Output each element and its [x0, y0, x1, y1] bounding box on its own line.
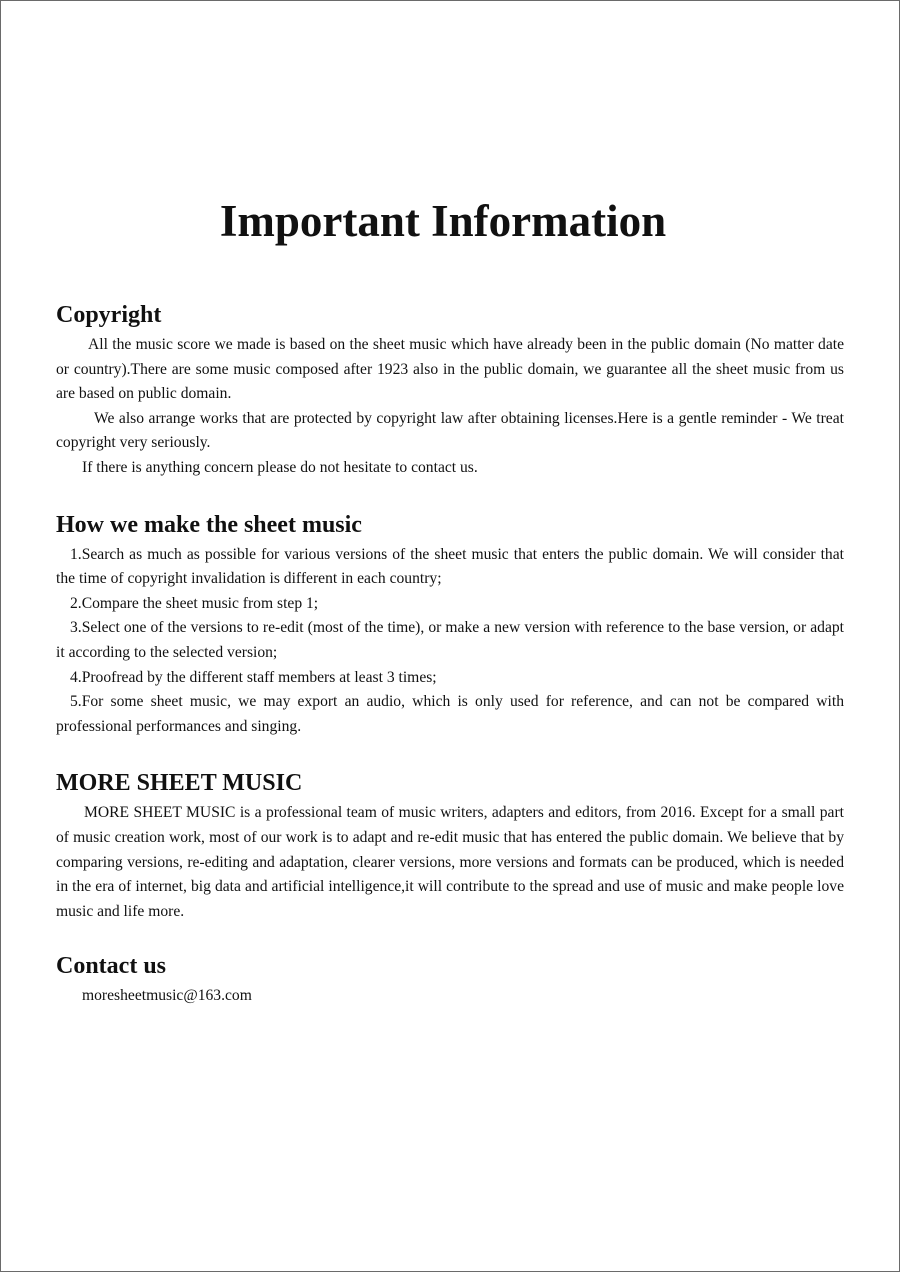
copyright-paragraph: All the music score we made is based on the sheet music which have already been in the public domain (No matter date or country).There are some music composed after 1923 also in the public domain, we guarantee all the sheet music from us are based on public domain. — [56, 336, 844, 403]
step-item: 1.Search as much as possible for various versions of the sheet music that enters the public domain. We will consider that the time of copyright invalidation is different in each country; — [56, 545, 844, 588]
page-title: Important Information — [219, 196, 667, 246]
section-heading-how-we-make: How we make the sheet music — [56, 511, 362, 538]
step-item: 2.Compare the sheet music from step 1; — [70, 594, 319, 612]
section-heading-copyright: Copyright — [56, 302, 162, 328]
section-copyright — [56, 299, 844, 481]
step-item: 5.For some sheet music, we may export an audio, which is only used for reference, and can not be compared with professional performances and singing. — [56, 693, 844, 735]
section-heading-contact-us: Contact us — [56, 953, 167, 980]
copyright-paragraph: We also arrange works that are protected by copyright law after obtaining licenses.Here is a gentle reminder - We treat copyright very seriously. — [56, 409, 844, 452]
contact-email: moresheetmusic@163.com — [82, 987, 252, 1005]
document-body — [56, 299, 844, 1009]
step-item: 3.Select one of the versions to re-edit (most of the time), or make a new version with reference to the base version, or adapt it according to the selected version; — [56, 619, 844, 661]
section-how-we-make — [56, 509, 844, 740]
copyright-paragraph: If there is anything concern please do not hesitate to contact us. — [82, 458, 478, 476]
section-more-sheet-music — [56, 767, 844, 924]
section-contact-us — [56, 950, 844, 1009]
section-heading-more-sheet-music: MORE SHEET MUSIC — [56, 770, 303, 797]
about-paragraph: MORE SHEET MUSIC is a professional team of music writers, adapters and editors, from 2016. Except for a small part of music creation work, most of our work is to adapt and re-edit music that has entered the public domain. We believe that by comparing versions, re-editing and adaptation, clearer versions, more versions and formats can be produced, which is needed in the era of internet, big data and artificial intelligence,it will contribute to the spread and use of music and make people love music and life more. — [56, 804, 844, 920]
step-item: 4.Proofread by the different staff members at least 3 times; — [70, 668, 437, 686]
